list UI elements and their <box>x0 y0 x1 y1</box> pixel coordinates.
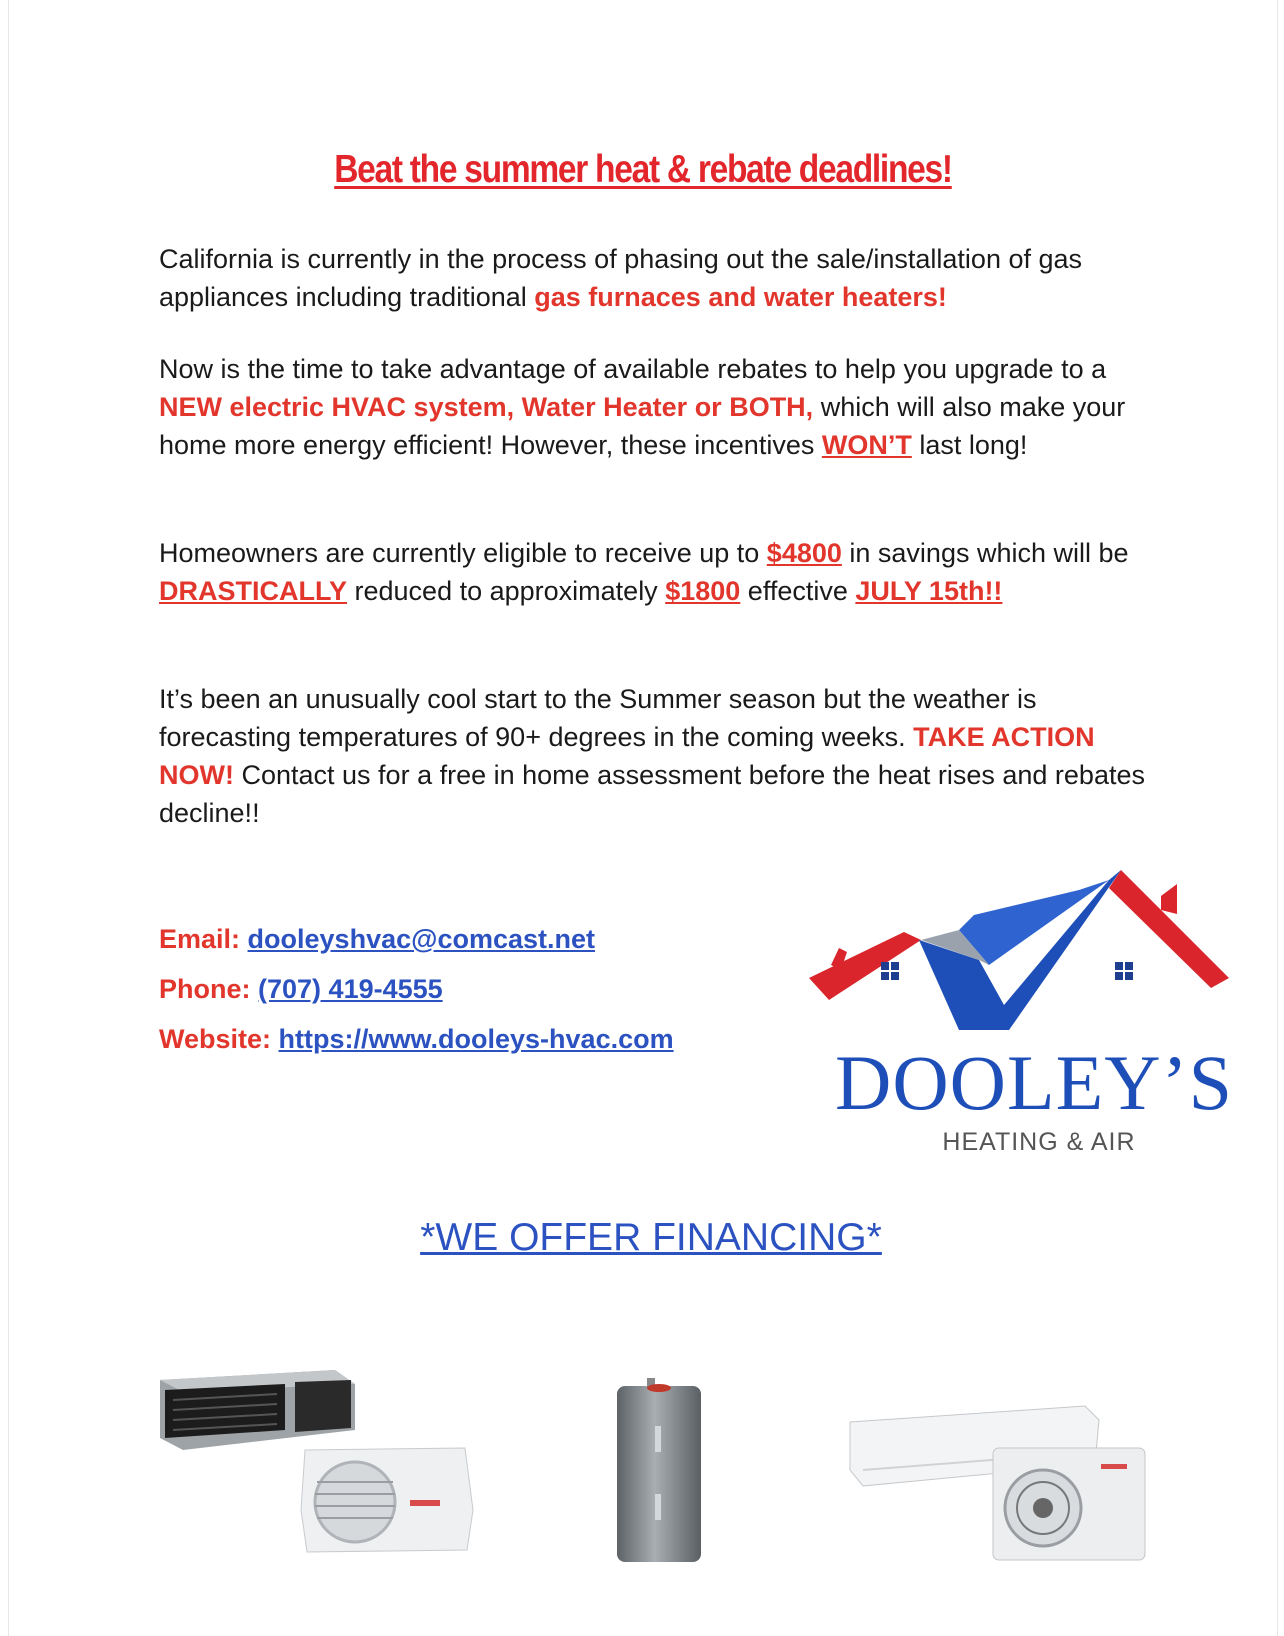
logo-subtitle: HEATING & AIR <box>942 1128 1136 1156</box>
website-link[interactable]: https://www.dooleys-hvac.com <box>278 1024 674 1054</box>
highlight-drastically: DRASTICALLY <box>159 576 348 606</box>
highlight-new-system: NEW electric HVAC system, Water Heater or BOTH, <box>159 392 814 422</box>
paragraph-rebates: Now is the time to take advantage of available rebates to help you upgrade to a NEW electric HVAC system, Water Heater or BOTH, which will also make your home more energy efficient! However, these incentives WON’T last long! <box>159 354 1126 460</box>
paragraph-weather: It’s been an unusually cool start to the Summer season but the weather is forecasting temperatures of 90+ degrees in the coming weeks. TAKE ACTION NOW! Contact us for a free in home assessment before the heat rises and rebates decline!! <box>159 684 1145 828</box>
logo-name: DOOLEY’S <box>835 1039 1233 1126</box>
house-roof-icon <box>809 870 1259 1050</box>
highlight-take-action: TAKE ACTION NOW! <box>159 722 1095 790</box>
ducted-unit-and-condenser-image <box>155 1360 485 1570</box>
water-heater-image <box>613 1376 705 1566</box>
paragraph-savings: Homeowners are currently eligible to receive up to $4800 in savings which will be DRASTICALLY reduced to approximately $1800 effective JULY 15th!! <box>159 538 1129 606</box>
flyer-page <box>8 0 1278 1636</box>
contact-phone: Phone: (707) 419-4555 <box>159 974 443 1004</box>
email-link[interactable]: dooleyshvac@comcast.net <box>247 924 596 954</box>
dooleys-logo <box>809 870 1259 1160</box>
paragraph-gas-phaseout: California is currently in the process of phasing out the sale/installation of gas appliances including traditional gas furnaces and water heaters! <box>159 244 1083 312</box>
phone-link[interactable]: (707) 419-4555 <box>258 974 443 1004</box>
mini-split-unit-image <box>845 1404 1155 1564</box>
flyer-title: Beat the summer heat & rebate deadlines! <box>334 148 952 191</box>
amount-1800: $1800 <box>665 576 741 606</box>
deadline-date: JULY 15th!! <box>855 576 1003 606</box>
financing-banner: *WE OFFER FINANCING* <box>420 1216 882 1259</box>
amount-4800: $4800 <box>766 538 842 568</box>
contact-website: Website: https://www.dooleys-hvac.com <box>159 1024 674 1054</box>
contact-email: Email: dooleyshvac@comcast.net <box>159 924 596 954</box>
highlight-gas-appliances: gas furnaces and water heaters! <box>534 282 947 312</box>
highlight-wont: WON’T <box>821 430 912 460</box>
